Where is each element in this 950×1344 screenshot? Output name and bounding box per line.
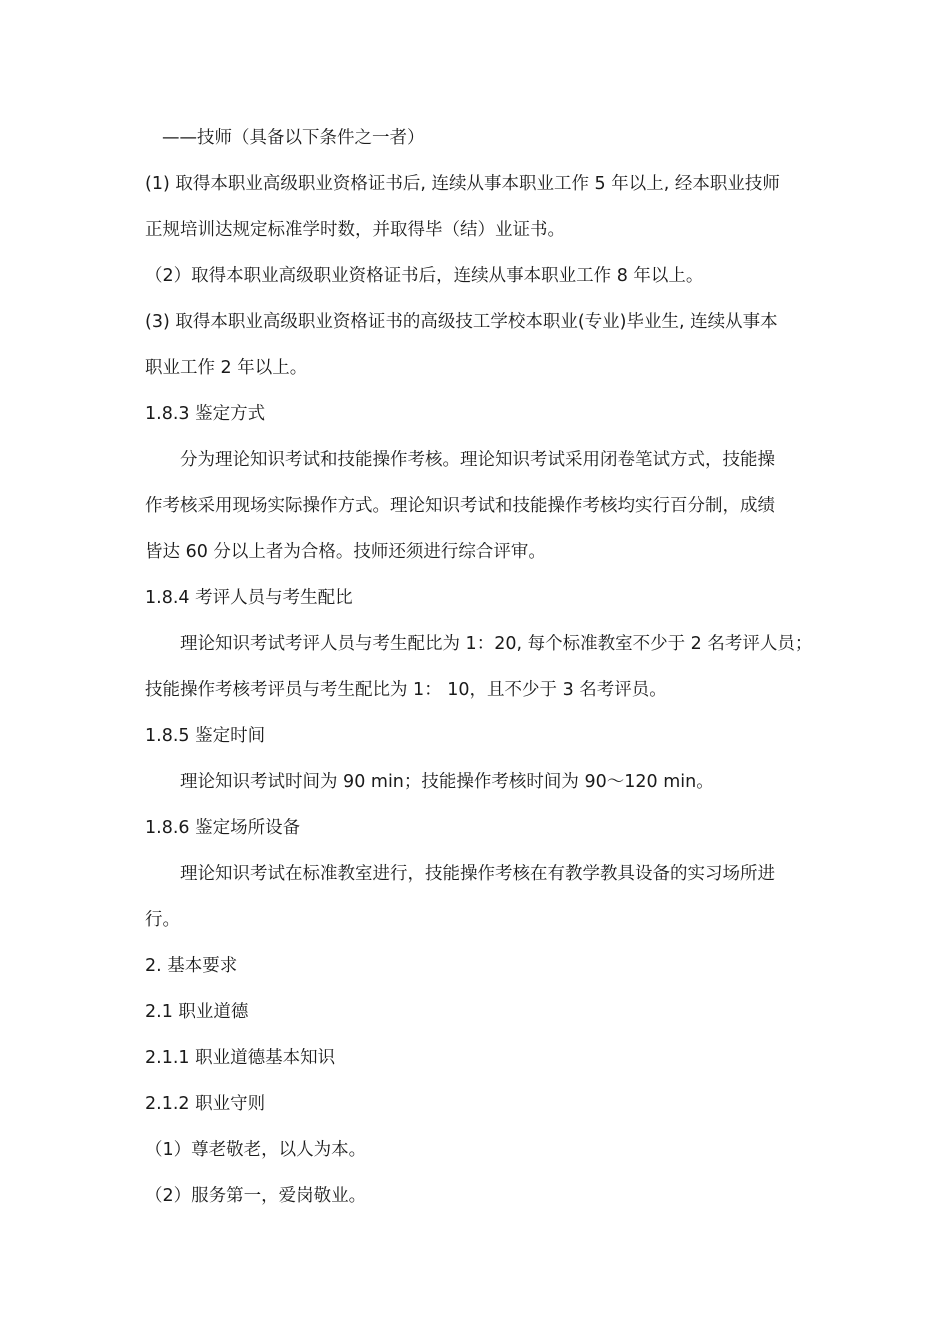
section-1-8-5-heading: 1.8.5 鉴定时间 xyxy=(145,726,266,746)
appraisal-method-line-2: 作考核采用现场实际操作方式。理论知识考试和技能操作考核均实行百分制，成绩 xyxy=(145,496,775,516)
appraisal-method-line-1: 分为理论知识考试和技能操作考核。理论知识考试采用闭卷笔试方式，技能操 xyxy=(180,450,775,470)
section-1-8-6-heading: 1.8.6 鉴定场所设备 xyxy=(145,818,301,838)
section-1-8-4-heading: 1.8.4 考评人员与考生配比 xyxy=(145,588,353,608)
condition-2: （2）取得本职业高级职业资格证书后，连续从事本职业工作 8 年以上。 xyxy=(145,266,704,286)
qualification-heading: ——技师（具备以下条件之一者） xyxy=(162,128,425,148)
code-item-2: （2）服务第一，爱岗敬业。 xyxy=(145,1186,367,1206)
appraisal-time: 理论知识考试时间为 90 min；技能操作考核时间为 90～120 min。 xyxy=(180,772,714,792)
condition-1-line-2: 正规培训达规定标准学时数，并取得毕（结）业证书。 xyxy=(145,220,565,240)
appraisal-method-line-3: 皆达 60 分以上者为合格。技师还须进行综合评审。 xyxy=(145,542,546,562)
section-2-1-heading: 2.1 职业道德 xyxy=(145,1002,249,1022)
condition-3-line-1: (3) 取得本职业高级职业资格证书的高级技工学校本职业(专业)毕业生, 连续从事本 xyxy=(145,312,778,332)
examiner-ratio-line-2: 技能操作考核考评员与考生配比为 1： 10，且不少于 3 名考评员。 xyxy=(145,680,667,700)
venue-line-2: 行。 xyxy=(145,910,180,930)
condition-3-line-2: 职业工作 2 年以上。 xyxy=(145,358,308,378)
section-2-1-2-heading: 2.1.2 职业守则 xyxy=(145,1094,266,1114)
section-2-1-1-heading: 2.1.1 职业道德基本知识 xyxy=(145,1048,336,1068)
section-1-8-3-heading: 1.8.3 鉴定方式 xyxy=(145,404,266,424)
examiner-ratio-line-1: 理论知识考试考评人员与考生配比为 1：20, 每个标准教室不少于 2 名考评人员； xyxy=(180,634,813,654)
section-2-heading: 2. 基本要求 xyxy=(145,956,238,976)
venue-line-1: 理论知识考试在标准教室进行，技能操作考核在有教学教具设备的实习场所进 xyxy=(180,864,775,884)
code-item-1: （1）尊老敬老，以人为本。 xyxy=(145,1140,367,1160)
condition-1-line-1: (1) 取得本职业高级职业资格证书后, 连续从事本职业工作 5 年以上, 经本职业技师 xyxy=(145,174,780,194)
